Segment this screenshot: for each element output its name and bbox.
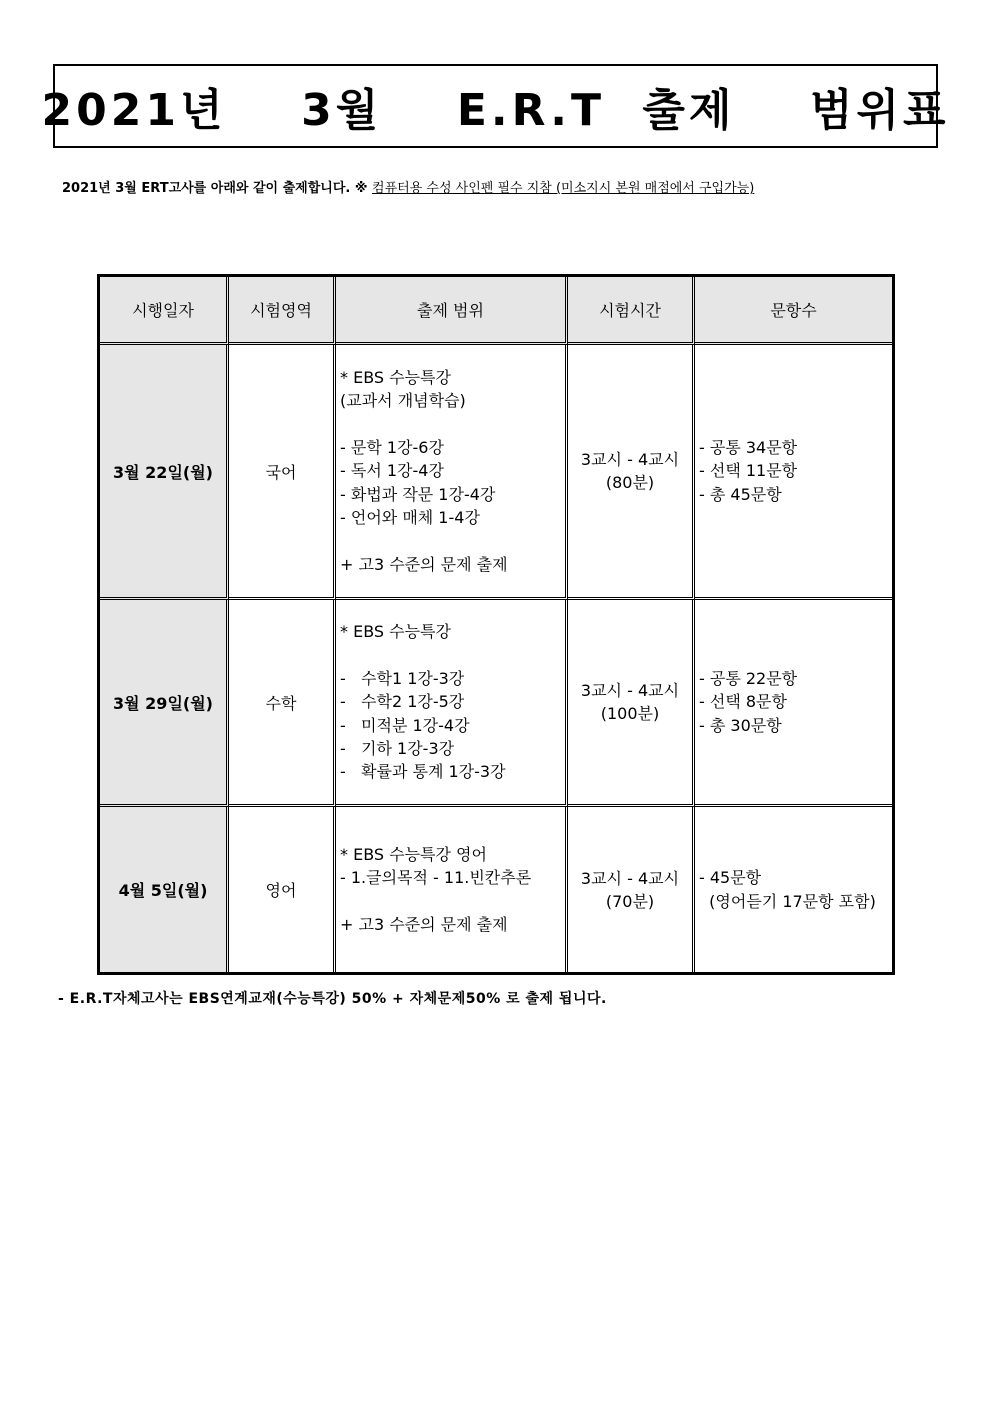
cell-subject: 영어 <box>229 807 336 972</box>
header-range: 출제 범위 <box>336 277 568 345</box>
exam-table-frame <box>97 274 895 975</box>
cell-range <box>336 807 568 972</box>
range-line: - 독서 1강-4강 <box>340 461 444 481</box>
range-line <box>340 890 564 913</box>
count-line: - 선택 11문항 <box>699 461 798 481</box>
title-box <box>41 64 950 148</box>
header-count: 문항수 <box>695 277 892 345</box>
range-line: * EBS 수능특강 <box>340 368 451 388</box>
count-line: - 선택 8문항 <box>699 692 787 712</box>
cell-range <box>336 345 568 600</box>
header-time: 시험시간 <box>568 277 695 345</box>
cell-count <box>695 600 892 807</box>
range-line: - 수학1 1강-3강 <box>340 669 465 689</box>
cell-count <box>695 807 892 972</box>
count-line: - 공통 22문항 <box>699 669 798 689</box>
page-title: 2021년 3월 E.R.T 출제 범위표 <box>41 85 950 136</box>
cell-range <box>336 600 568 807</box>
time-line: (80분) <box>605 473 655 492</box>
range-line: * EBS 수능특강 영어 <box>340 844 487 864</box>
notice-note: 컴퓨터용 수성 사인펜 필수 지참 (미소지시 본원 매점에서 구입가능) <box>372 181 755 196</box>
cell-time <box>568 807 695 972</box>
range-line: - 문학 1강-6강 <box>340 438 444 458</box>
range-line: - 미적분 1강-4강 <box>340 715 470 735</box>
cell-date: 3월 22일(월) <box>100 345 229 600</box>
table-row <box>100 807 892 972</box>
range-line: - 확률과 통계 1강-3강 <box>340 762 506 782</box>
cell-subject: 국어 <box>229 345 336 600</box>
count-line: - 공통 34문항 <box>699 438 798 458</box>
time-line: (70분) <box>605 891 655 911</box>
count-line: - 45문항 <box>699 868 762 888</box>
table-header-row <box>100 277 892 345</box>
range-line: + 고3 수준의 문제 출제 <box>340 554 508 574</box>
range-line: * EBS 수능특강 <box>340 622 451 642</box>
range-line <box>340 529 564 552</box>
range-line: + 고3 수준의 문제 출제 <box>340 914 508 934</box>
cell-time <box>568 345 695 600</box>
header-subject: 시험영역 <box>229 277 336 345</box>
range-line: (교과서 개념학습) <box>340 391 466 411</box>
notice-line <box>62 177 754 196</box>
range-line <box>340 413 564 436</box>
time-line: (100분) <box>600 704 660 723</box>
time-line: 3교시 - 4교시 <box>580 868 680 888</box>
cell-count <box>695 345 892 600</box>
count-line: (영어듣기 17문항 포함) <box>699 891 876 911</box>
range-line: - 화법과 작문 1강-4강 <box>340 484 496 504</box>
cell-time <box>568 600 695 807</box>
table-row <box>100 345 892 600</box>
range-line: - 수학2 1강-5강 <box>340 692 465 712</box>
cell-subject: 수학 <box>229 600 336 807</box>
cell-date: 3월 29일(월) <box>100 600 229 807</box>
range-line: - 기하 1강-3강 <box>340 738 455 758</box>
table-row <box>100 600 892 807</box>
count-line: - 총 45문항 <box>699 484 782 504</box>
range-line: - 언어와 매체 1-4강 <box>340 507 480 527</box>
range-line <box>340 644 564 667</box>
exam-schedule-table <box>100 277 892 972</box>
header-date: 시행일자 <box>100 277 229 345</box>
count-line: - 총 30문항 <box>699 715 782 735</box>
cell-date: 4월 5일(월) <box>100 807 229 972</box>
footer-note: - E.R.T자체고사는 EBS연계교재(수능특강) 50% + 자체문제50% 로 출제 됩니다. <box>58 991 607 1007</box>
time-line: 3교시 - 4교시 <box>580 450 680 469</box>
notice-text: 2021년 3월 ERT고사를 아래와 같이 출제합니다. ※ <box>62 181 373 196</box>
range-line: - 1.글의목적 - 11.빈칸추론 <box>340 868 532 888</box>
time-line: 3교시 - 4교시 <box>580 681 680 700</box>
